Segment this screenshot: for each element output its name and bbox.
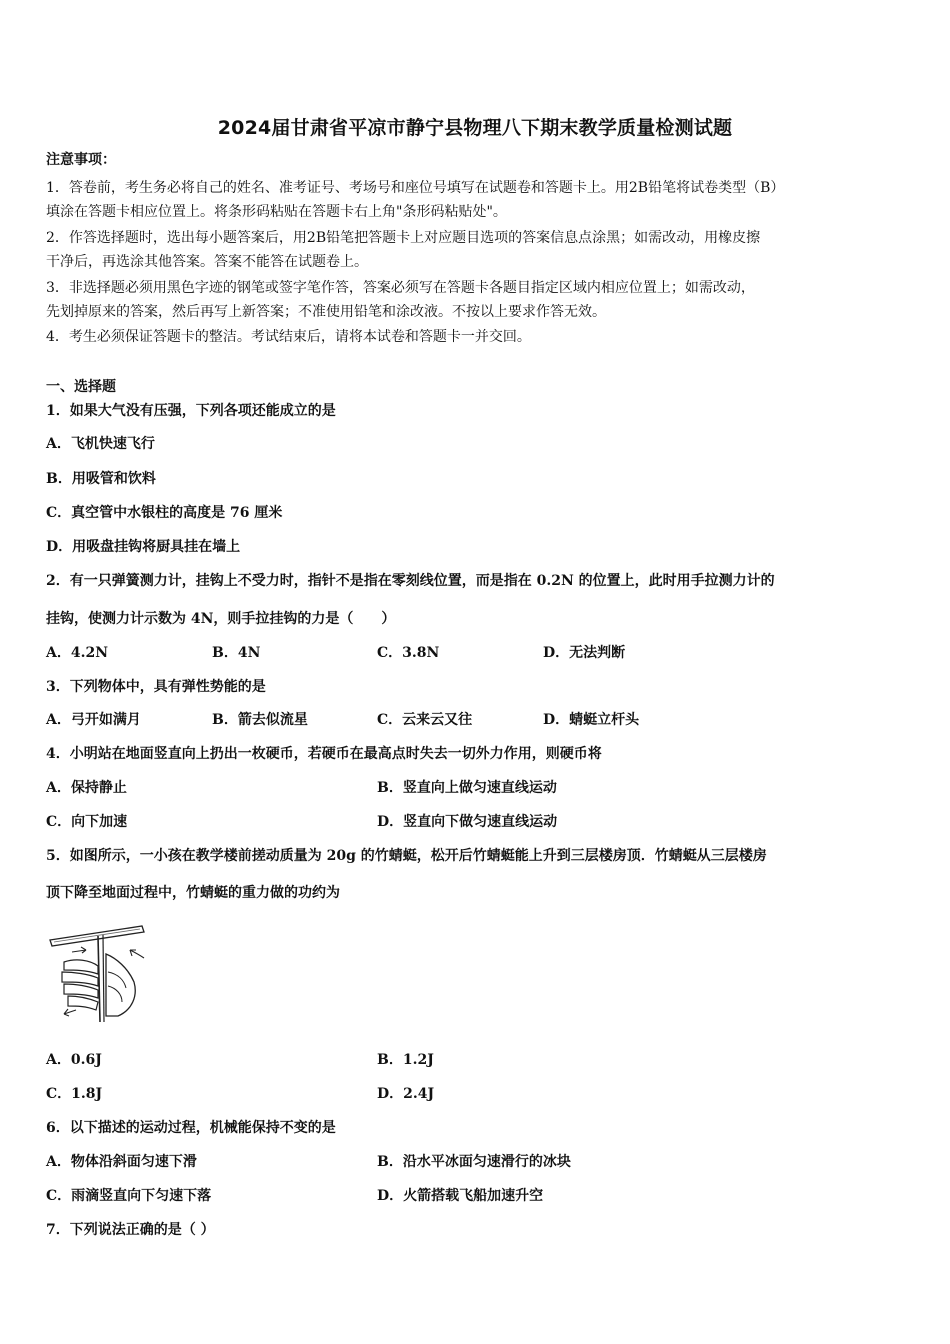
notice-line: 3．非选择题必须用黑色字迹的钢笔或签字笔作答，答案必须写在答题卡各题目指定区域内相应位置上；如需改动， — [46, 280, 755, 296]
question-2-stem-line-2: 挂钩，使测力计示数为 4N，则手拉挂钩的力是（ ） — [46, 611, 396, 627]
question-3-option-a: A．弓开如满月 — [46, 712, 141, 728]
question-6-option-b: B．沿水平冰面匀速滑行的冰块 — [377, 1154, 571, 1170]
question-6-option-a: A．物体沿斜面匀速下滑 — [46, 1154, 197, 1170]
question-6-option-c: C．雨滴竖直向下匀速下落 — [46, 1188, 212, 1204]
question-5-option-c: C．1.8J — [46, 1086, 103, 1102]
question-3-option-c: C．云来云又往 — [377, 712, 473, 728]
question-3-stem: 3．下列物体中，具有弹性势能的是 — [46, 679, 266, 695]
question-4-option-d: D．竖直向下做匀速直线运动 — [377, 814, 558, 830]
question-1-option-d: D．用吸盘挂钩将厨具挂在墙上 — [46, 539, 241, 555]
notice-line: 4．考生必须保证答题卡的整洁。考试结束后，请将本试卷和答题卡一并交回。 — [46, 329, 531, 345]
question-4-stem: 4．小明站在地面竖直向上扔出一枚硬币，若硬币在最高点时失去一切外力作用，则硬币将 — [46, 746, 602, 762]
question-3-option-d: D．蜻蜓立杆头 — [543, 712, 640, 728]
question-1-option-a: A．飞机快速飞行 — [46, 436, 155, 452]
question-2-option-b: B．4N — [212, 645, 261, 661]
notice-line: 先划掉原来的答案，然后再写上新答案；不准使用铅笔和涂改液。不按以上要求作答无效。 — [46, 304, 606, 320]
question-6-stem: 6．以下描述的运动过程，机械能保持不变的是 — [46, 1120, 336, 1136]
question-5-option-b: B．1.2J — [377, 1052, 434, 1068]
question-1-stem: 1．如果大气没有压强，下列各项还能成立的是 — [46, 403, 336, 419]
notice-line: 干净后，再选涂其他答案。答案不能答在试题卷上。 — [46, 254, 368, 270]
section-heading: 一、选择题 — [46, 379, 116, 395]
question-5-option-a: A．0.6J — [46, 1052, 102, 1068]
question-3-option-b: B．箭去似流星 — [212, 712, 308, 728]
rotor-blade — [50, 926, 144, 946]
question-4-option-b: B．竖直向上做匀速直线运动 — [377, 780, 557, 796]
question-2-option-d: D．无法判断 — [543, 645, 626, 661]
notice-line: 1．答卷前，考生务必将自己的姓名、准考证号、考场号和座位号填写在试题卷和答题卡上。用2B铅笔将试卷类型（B） — [46, 180, 785, 196]
notice-heading: 注意事项： — [46, 152, 116, 168]
question-7-stem: 7．下列说法正确的是（ ） — [46, 1222, 215, 1238]
question-1-option-c: C．真空管中水银柱的高度是 76 厘米 — [46, 505, 283, 521]
notice-line: 2．作答选择题时，选出每小题答案后，用2B铅笔把答题卡上对应题目选项的答案信息点涂黑；如需改动，用橡皮擦 — [46, 230, 761, 246]
bamboo-dragonfly-figure — [46, 912, 150, 1024]
question-2-stem-line-1: 2．有一只弹簧测力计，挂钩上不受力时，指针不是指在零刻线位置，而是指在 0.2N 的位置上，此时用手拉测力计的 — [46, 573, 775, 589]
question-2-option-c: C．3.8N — [377, 645, 440, 661]
right-hand — [106, 954, 135, 1016]
question-2-option-a: A．4.2N — [46, 645, 109, 661]
notice-line: 填涂在答题卡相应位置上。将条形码粘贴在答题卡右上角"条形码粘贴处"。 — [46, 204, 507, 220]
question-5-stem-line-1: 5．如图所示，一小孩在教学楼前搓动质量为 20g 的竹蜻蜓，松开后竹蜻蜓能上升到三层楼房顶．竹蜻蜓从三层楼房 — [46, 848, 767, 864]
question-5-option-d: D．2.4J — [377, 1086, 435, 1102]
question-4-option-a: A．保持静止 — [46, 780, 127, 796]
question-6-option-d: D．火箭搭载飞船加速升空 — [377, 1188, 544, 1204]
question-1-option-b: B．用吸管和饮料 — [46, 471, 156, 487]
page-title: 2024届甘肃省平凉市静宁县物理八下期末教学质量检测试题 — [217, 117, 733, 139]
question-4-option-c: C．向下加速 — [46, 814, 128, 830]
question-5-stem-line-2: 顶下降至地面过程中，竹蜻蜓的重力做的功约为 — [46, 885, 340, 901]
